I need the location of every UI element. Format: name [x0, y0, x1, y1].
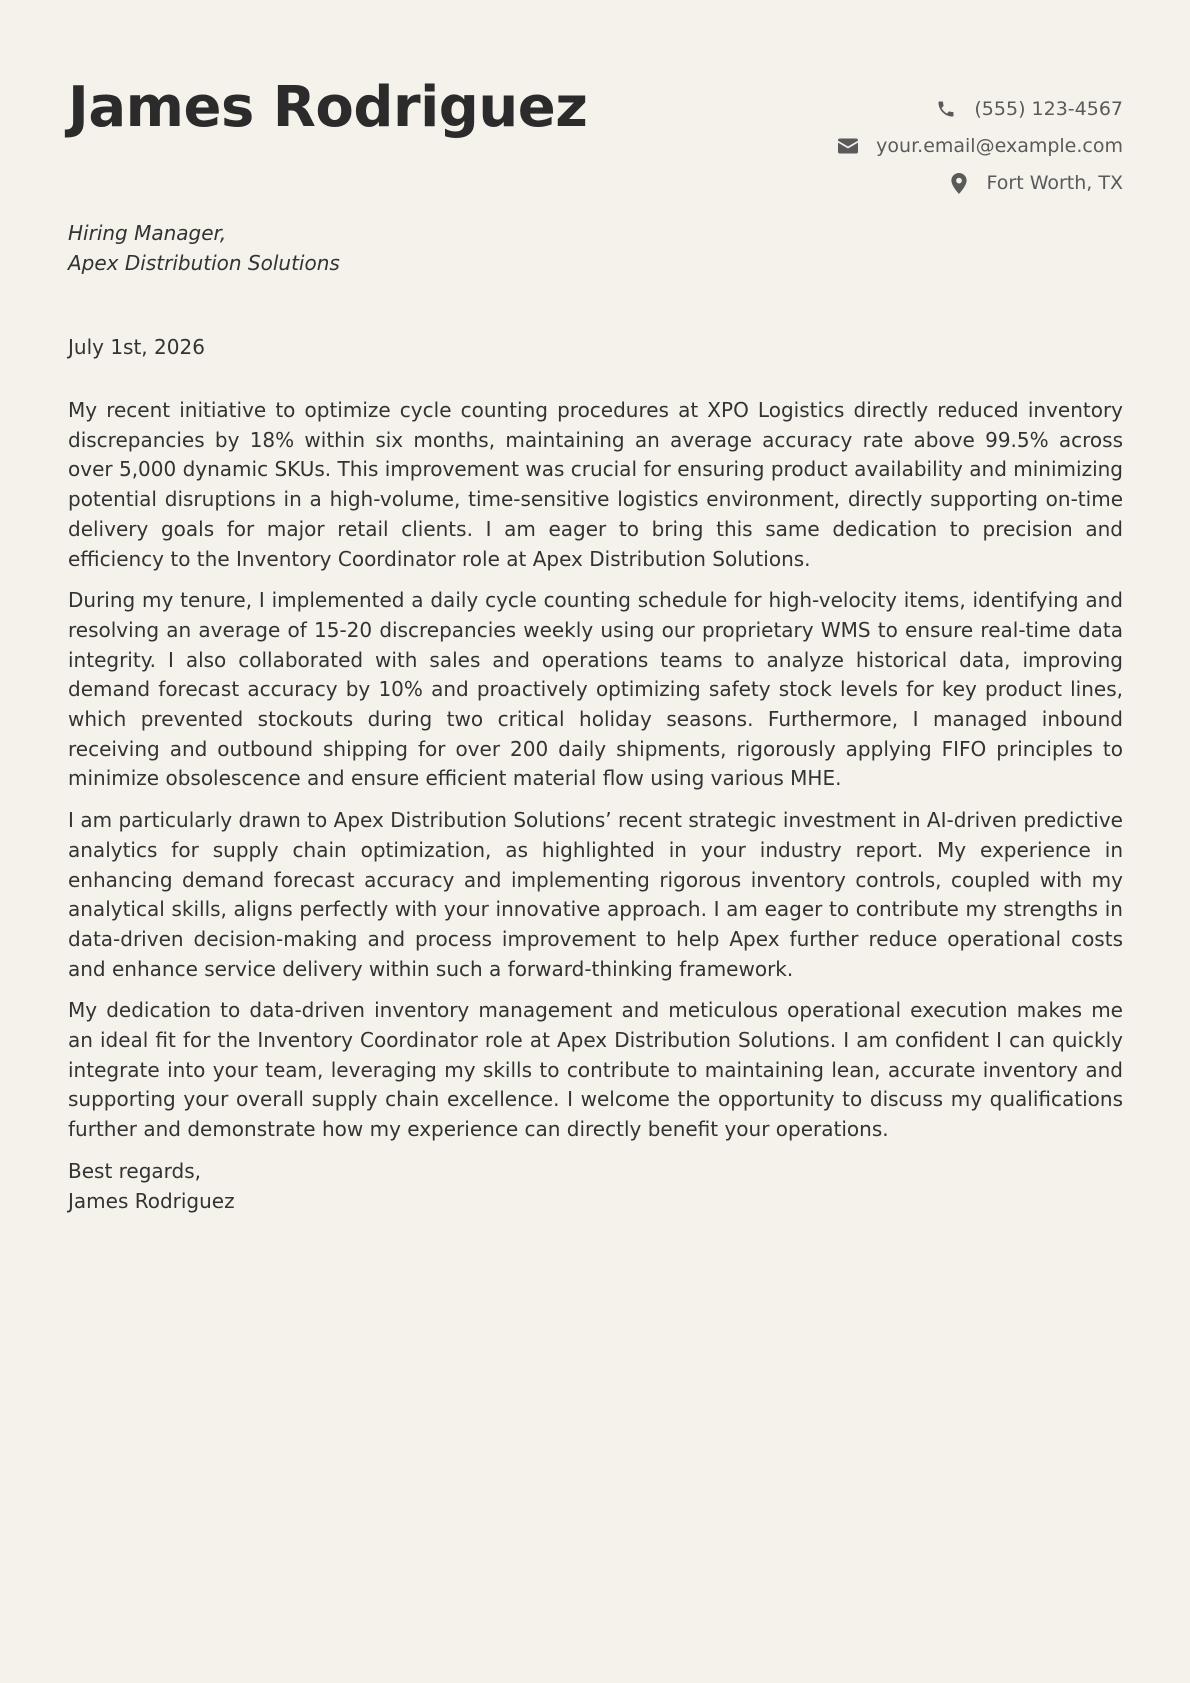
body-paragraph: I am particularly drawn to Apex Distribution Solutions’ recent strategic investment in AI-driven predictive analytics for supply chain optimization, as highlighted in your industry report. My experience in enhancing demand forecast accuracy and implementing rigorous inventory controls, coupled with my analytical skills, aligns perfectly with your innovative approach. I am eager to contribute my strengths in data-driven decision-making and process improvement to help Apex further reduce operational costs and enhance service delivery within such a forward-thinking framework. [68, 808, 1123, 981]
recipient-company: Apex Distribution Solutions [68, 251, 340, 275]
contact-info [836, 96, 1123, 196]
contact-location [947, 170, 1123, 196]
map-pin-icon [947, 171, 971, 195]
recipient-block [68, 218, 340, 278]
body-paragraph: During my tenure, I implemented a daily cycle counting schedule for high-velocity items, identifying and resolving an average of 15-20 discrepancies weekly using our proprietary WMS to ensure real-time data integrity. I also collaborated with sales and operations teams to analyze historical data, improving demand forecast accuracy by 10% and proactively optimizing safety stock levels for key product lines, which prevented stockouts during two critical holiday seasons. Furthermore, I managed inbound receiving and outbound shipping for over 200 daily shipments, rigorously applying FIFO principles to minimize obsolescence and ensure efficient material flow using various MHE. [68, 588, 1123, 791]
phone-icon [934, 97, 958, 121]
envelope-icon [836, 134, 860, 158]
recipient-title: Hiring Manager, [68, 221, 227, 245]
cover-letter-page [68, 0, 1123, 1683]
letter-body [68, 396, 1123, 1216]
location-text: Fort Worth, TX [986, 172, 1123, 194]
closing-salutation: Best regards, [68, 1158, 202, 1183]
email-text: your.email@example.com [876, 135, 1123, 157]
body-paragraph: My dedication to data-driven inventory management and meticulous operational execution makes me an ideal fit for the Inventory Coordinator role at Apex Distribution Solutions. I am confident I can quickly integrate into your team, leveraging my skills to contribute to maintaining lean, accurate inventory and supporting your overall supply chain excellence. I welcome the opportunity to discuss my qualifications further and demonstrate how my experience can directly benefit your operations. [68, 998, 1123, 1142]
letter-date: July 1st, 2026 [68, 335, 205, 359]
closing-block [68, 1157, 1123, 1216]
contact-email [836, 133, 1123, 159]
applicant-name: James Rodriguez [68, 75, 588, 140]
body-paragraph: My recent initiative to optimize cycle counting procedures at XPO Logistics directly reduced inventory discrepancies by 18% within six months, maintaining an average accuracy rate above 99.5% across over 5,000 dynamic SKUs. This improvement was crucial for ensuring product availability and minimizing potential disruptions in a high-volume, time-sensitive logistics environment, directly supporting on-time delivery goals for major retail clients. I am eager to bring this same dedication to precision and efficiency to the Inventory Coordinator role at Apex Distribution Solutions. [68, 398, 1123, 571]
phone-text: (555) 123-4567 [974, 98, 1123, 120]
closing-signature: James Rodriguez [68, 1188, 235, 1213]
contact-phone [934, 96, 1123, 122]
letter-header [68, 0, 1123, 210]
